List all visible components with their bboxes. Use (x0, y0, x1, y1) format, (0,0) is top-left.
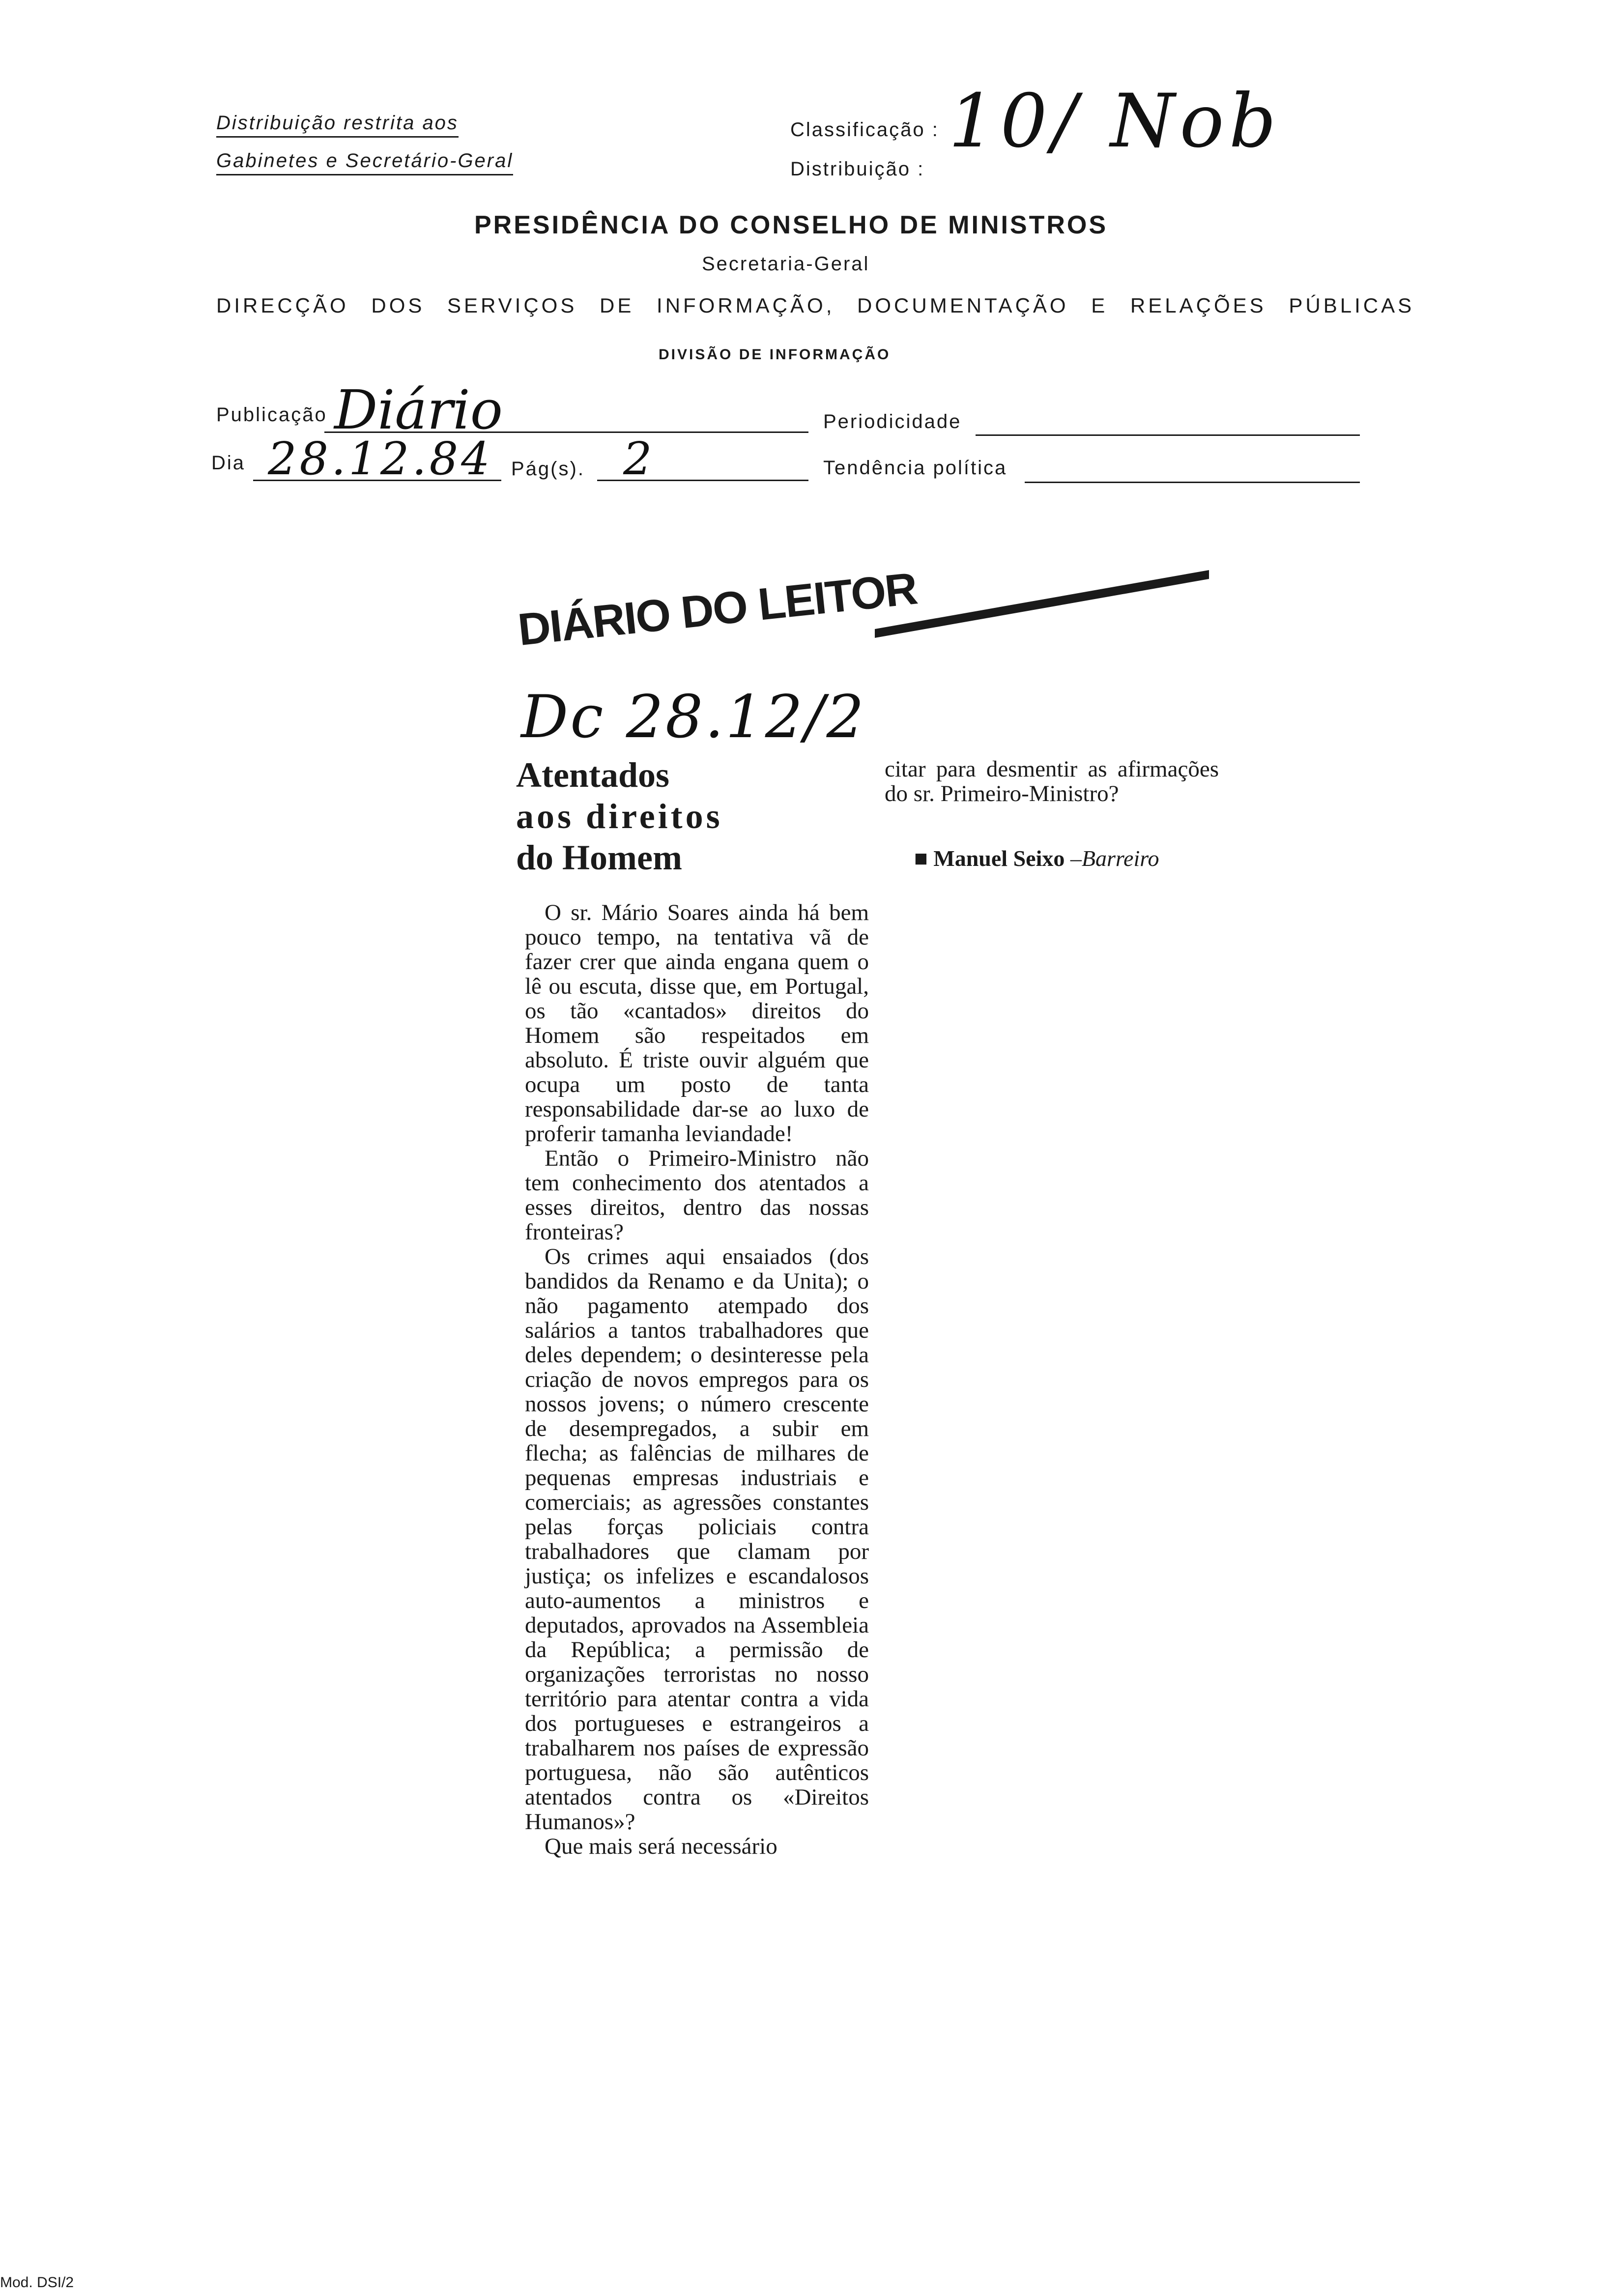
directorate-title: DIRECÇÃO DOS SERVIÇOS DE INFORMAÇÃO, DOCUMENTAÇÃO E RELAÇÕES PÚBLICAS (216, 294, 1415, 317)
article-paragraph-2: Então o Primeiro-Ministro não tem conhecimento dos atentados a esses direitos, dentro das nossas fronteiras? (525, 1146, 869, 1245)
article-continuation: citar para desmentir as afirmações do sr. Primeiro-Ministro? (885, 756, 1219, 806)
classification-label: Classificação : (790, 119, 939, 141)
article-paragraph-4: Que mais será necessário (545, 1834, 777, 1859)
classification-handwritten-value: 10/ Nob (949, 79, 1281, 164)
byline-place: –Barreiro (1070, 846, 1159, 871)
day-label: Dia (211, 452, 246, 474)
article-byline (914, 845, 1159, 871)
article-headline (516, 754, 860, 878)
headline-line-2: aos direitos (516, 797, 723, 836)
division-title: DIVISÃO DE INFORMAÇÃO (659, 346, 891, 363)
distribution-notice-line2: Gabinetes e Secretário-Geral (216, 150, 513, 175)
article-body-column (525, 900, 869, 1859)
political-tendency-label: Tendência política (823, 457, 1008, 479)
byline-bullet-icon: ■ (914, 846, 934, 871)
headline-line-1: Atentados (516, 755, 670, 795)
article-paragraph-1: O sr. Mário Soares ainda há bem pouco tempo, na tentativa vã de fazer crer que ainda engana quem o lê ou escuta, disse que, em Portugal, os tão «cantados» direitos do Homem são respeitados em absoluto. É triste ouvir alguém que ocupa um posto de tanta responsabilidade dar-se ao luxo de proferir tamanha leviandade! (525, 900, 869, 1147)
pages-handwritten-value: 2 (623, 432, 652, 485)
form-code: Mod. DSI/2 (0, 2274, 74, 2291)
presidency-title: PRESIDÊNCIA DO CONSELHO DE MINISTROS (474, 211, 1108, 239)
headline-line-3: do Homem (516, 838, 682, 877)
masthead-title: DIÁRIO DO LEITOR (516, 563, 920, 656)
pages-underline (597, 480, 808, 481)
distribution-label: Distribuição : (790, 158, 925, 180)
distribution-notice-line1: Distribuição restrita aos (216, 112, 459, 138)
publication-label: Publicação (216, 404, 327, 426)
byline-author: Manuel Seixo (933, 846, 1065, 871)
political-tendency-underline (1025, 482, 1360, 483)
pages-label: Pág(s). (511, 458, 585, 480)
article-paragraph-3: Os crimes aqui ensaiados (dos bandidos da Renamo e da Unita); o não pagamento atempado dos salários a tantos trabalhadores que deles dependem; o desinteresse pela criação de novos empregos para os nossos jovens; o número crescente de desempregados, a subir em flecha; as falências de milhares de pequenas empresas industriais e comerciais; as agressões constantes pelas forças policiais contra trabalhadores que clamam por justiça; os infelizes e escandalosos auto-aumentos a ministros e deputados, aprovados na Assembleia da República; a permissão de organizações terroristas no nosso território para atentar contra a vida dos portugueses e estrangeiros a trabalharem nos países de expressão portuguesa, não são autênticos atentados contra os «Direitos Humanos»? (525, 1244, 869, 1835)
periodicity-label: Periodicidade (823, 411, 962, 432)
secretariat-subtitle: Secretaria-Geral (702, 253, 870, 275)
publication-handwritten-value: Diário (334, 378, 503, 441)
clipping-handwritten-reference: Dc 28.12/2 (521, 683, 866, 751)
day-underline (253, 480, 501, 481)
periodicity-underline (976, 434, 1360, 436)
day-handwritten-value: 28.12.84 (268, 432, 493, 485)
